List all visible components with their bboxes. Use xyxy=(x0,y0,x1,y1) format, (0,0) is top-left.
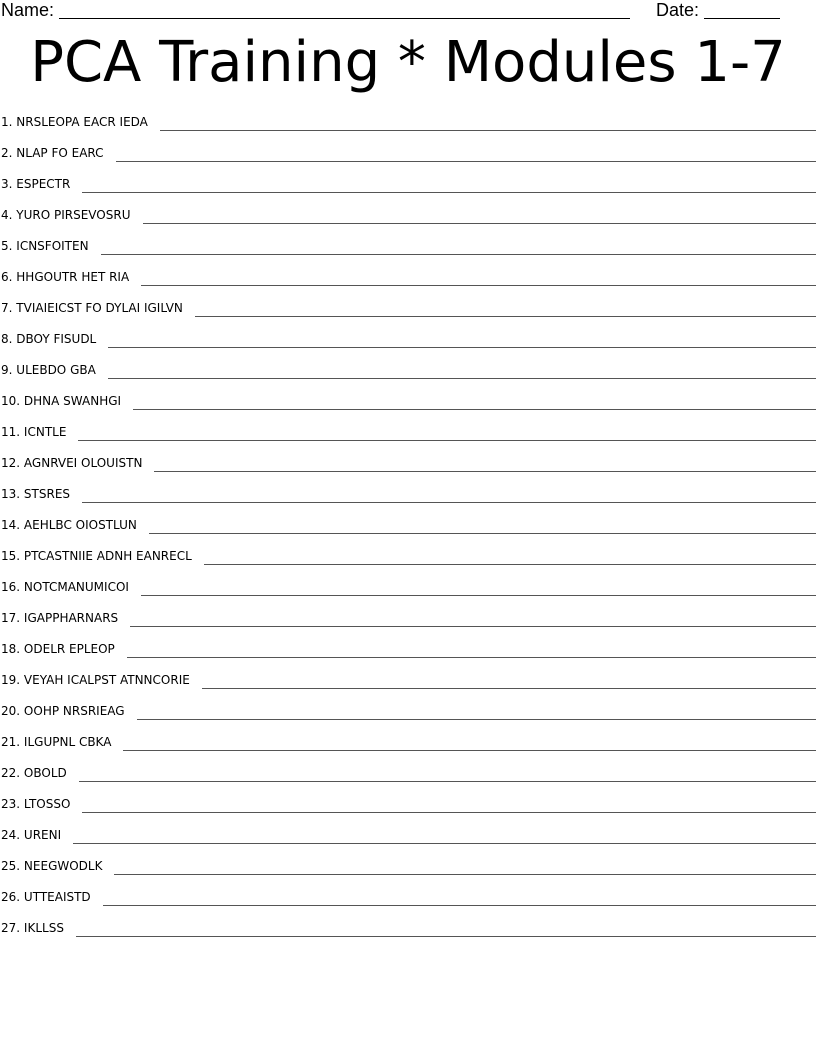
question-row xyxy=(0,885,816,907)
question-row xyxy=(0,296,816,318)
scrambled-word: OBOLD xyxy=(23,766,67,780)
question-number: 13. xyxy=(1,487,21,501)
question-row xyxy=(0,358,816,380)
question-row xyxy=(0,730,816,752)
question-number: 1. xyxy=(1,115,13,129)
question-text xyxy=(0,734,111,752)
header-row xyxy=(0,0,816,24)
name-field xyxy=(1,0,630,21)
question-row xyxy=(0,792,816,814)
question-number: 24. xyxy=(1,828,21,842)
question-number: 5. xyxy=(1,239,13,253)
page-title: PCA Training * Modules 1-7 xyxy=(30,30,786,95)
question-number: 21. xyxy=(1,735,21,749)
scrambled-word: OOHP NRSRIEAG xyxy=(23,704,125,718)
scrambled-word: DHNA SWANHGI xyxy=(23,394,122,408)
scrambled-word: STSRES xyxy=(23,487,71,501)
question-row xyxy=(0,699,816,721)
question-row xyxy=(0,637,816,659)
name-label: Name: xyxy=(1,0,55,20)
answer-line[interactable] xyxy=(141,285,816,286)
question-number: 20. xyxy=(1,704,21,718)
question-row xyxy=(0,420,816,442)
question-row xyxy=(0,668,816,690)
question-text xyxy=(0,858,102,876)
question-text xyxy=(0,207,131,225)
question-row xyxy=(0,823,816,845)
answer-line[interactable] xyxy=(202,688,816,689)
question-number: 3. xyxy=(1,177,13,191)
question-text xyxy=(0,765,67,783)
answer-line[interactable] xyxy=(108,378,816,379)
question-row xyxy=(0,203,816,225)
question-text xyxy=(0,548,192,566)
question-row xyxy=(0,513,816,535)
question-number: 14. xyxy=(1,518,21,532)
question-text xyxy=(0,238,89,256)
question-row xyxy=(0,544,816,566)
answer-line[interactable] xyxy=(160,130,816,131)
date-field xyxy=(656,0,780,21)
scrambled-word: IGAPPHARNARS xyxy=(23,611,119,625)
question-number: 22. xyxy=(1,766,21,780)
scrambled-word: HHGOUTR HET RIA xyxy=(16,270,130,284)
question-row xyxy=(0,265,816,287)
question-text xyxy=(0,517,137,535)
scrambled-word: UTTEAISTD xyxy=(23,890,91,904)
question-row xyxy=(0,141,816,163)
question-number: 11. xyxy=(1,425,21,439)
question-row xyxy=(0,110,816,132)
question-number: 4. xyxy=(1,208,13,222)
date-label: Date: xyxy=(656,0,700,20)
scrambled-word: AEHLBC OIOSTLUN xyxy=(23,518,137,532)
question-number: 9. xyxy=(1,363,13,377)
scrambled-word: IKLLSS xyxy=(23,921,64,935)
question-text xyxy=(0,362,96,380)
answer-line[interactable] xyxy=(76,936,816,937)
question-text xyxy=(0,269,129,287)
date-line[interactable] xyxy=(704,0,780,19)
name-line[interactable] xyxy=(59,0,630,19)
question-row xyxy=(0,389,816,411)
question-number: 27. xyxy=(1,921,21,935)
scrambled-word: ILGUPNL CBKA xyxy=(23,735,112,749)
question-row xyxy=(0,606,816,628)
question-number: 19. xyxy=(1,673,21,687)
answer-line[interactable] xyxy=(154,471,816,472)
question-text xyxy=(0,889,91,907)
scrambled-word: LTOSSO xyxy=(23,797,71,811)
answer-line[interactable] xyxy=(137,719,816,720)
scrambled-word: AGNRVEI OLOUISTN xyxy=(23,456,143,470)
answer-line[interactable] xyxy=(195,316,816,317)
question-row xyxy=(0,327,816,349)
scrambled-word: ESPECTR xyxy=(16,177,71,191)
scrambled-word: NOTCMANUMICOI xyxy=(23,580,129,594)
question-text xyxy=(0,114,148,132)
answer-line[interactable] xyxy=(79,781,816,782)
question-text xyxy=(0,827,61,845)
question-row xyxy=(0,234,816,256)
answer-line[interactable] xyxy=(149,533,816,534)
answer-line[interactable] xyxy=(101,254,816,255)
answer-line[interactable] xyxy=(143,223,816,224)
scrambled-word: URENI xyxy=(23,828,62,842)
answer-line[interactable] xyxy=(103,905,816,906)
question-row xyxy=(0,916,816,938)
question-text xyxy=(0,331,96,349)
scrambled-word: ICNSFOITEN xyxy=(16,239,89,253)
question-number: 2. xyxy=(1,146,13,160)
question-number: 12. xyxy=(1,456,21,470)
question-row xyxy=(0,172,816,194)
answer-line[interactable] xyxy=(82,192,816,193)
question-text xyxy=(0,486,70,504)
question-text xyxy=(0,145,104,163)
question-number: 6. xyxy=(1,270,13,284)
answer-line[interactable] xyxy=(108,347,816,348)
answer-line[interactable] xyxy=(130,626,816,627)
scrambled-word: TVIAIEICST FO DYLAI IGILVN xyxy=(16,301,183,315)
scrambled-word: NEEGWODLK xyxy=(23,859,103,873)
scrambled-word: PTCASTNIIE ADNH EANRECL xyxy=(23,549,192,563)
question-number: 7. xyxy=(1,301,13,315)
question-text xyxy=(0,176,70,194)
scrambled-word: DBOY FISUDL xyxy=(16,332,97,346)
question-row xyxy=(0,451,816,473)
question-text xyxy=(0,393,121,411)
question-text xyxy=(0,920,64,938)
question-row xyxy=(0,575,816,597)
answer-line[interactable] xyxy=(78,440,816,441)
answer-line[interactable] xyxy=(127,657,816,658)
answer-line[interactable] xyxy=(82,502,816,503)
question-number: 26. xyxy=(1,890,21,904)
question-number: 23. xyxy=(1,797,21,811)
question-text xyxy=(0,610,118,628)
question-text xyxy=(0,424,66,442)
answer-line[interactable] xyxy=(204,564,816,565)
answer-line[interactable] xyxy=(82,812,816,813)
question-text xyxy=(0,703,125,721)
scrambled-word: YURO PIRSEVOSRU xyxy=(16,208,131,222)
question-number: 15. xyxy=(1,549,21,563)
question-text xyxy=(0,672,190,690)
question-number: 16. xyxy=(1,580,21,594)
answer-line[interactable] xyxy=(73,843,816,844)
answer-line[interactable] xyxy=(141,595,816,596)
scrambled-word: NRSLEOPA EACR IEDA xyxy=(16,115,148,129)
question-number: 17. xyxy=(1,611,21,625)
scrambled-word: ICNTLE xyxy=(23,425,67,439)
scrambled-word: ODELR EPLEOP xyxy=(23,642,115,656)
scrambled-word: VEYAH ICALPST ATNNCORIE xyxy=(23,673,190,687)
scrambled-word: ULEBDO GBA xyxy=(16,363,96,377)
question-number: 25. xyxy=(1,859,21,873)
question-row xyxy=(0,761,816,783)
question-text xyxy=(0,455,142,473)
scrambled-word: NLAP FO EARC xyxy=(16,146,104,160)
question-text xyxy=(0,641,115,659)
question-number: 10. xyxy=(1,394,21,408)
question-number: 18. xyxy=(1,642,21,656)
answer-line[interactable] xyxy=(114,874,816,875)
question-text xyxy=(0,796,70,814)
answer-line[interactable] xyxy=(123,750,816,751)
question-row xyxy=(0,482,816,504)
question-number: 8. xyxy=(1,332,13,346)
question-text xyxy=(0,300,183,318)
question-row xyxy=(0,854,816,876)
answer-line[interactable] xyxy=(116,161,816,162)
question-text xyxy=(0,579,129,597)
answer-line[interactable] xyxy=(133,409,816,410)
